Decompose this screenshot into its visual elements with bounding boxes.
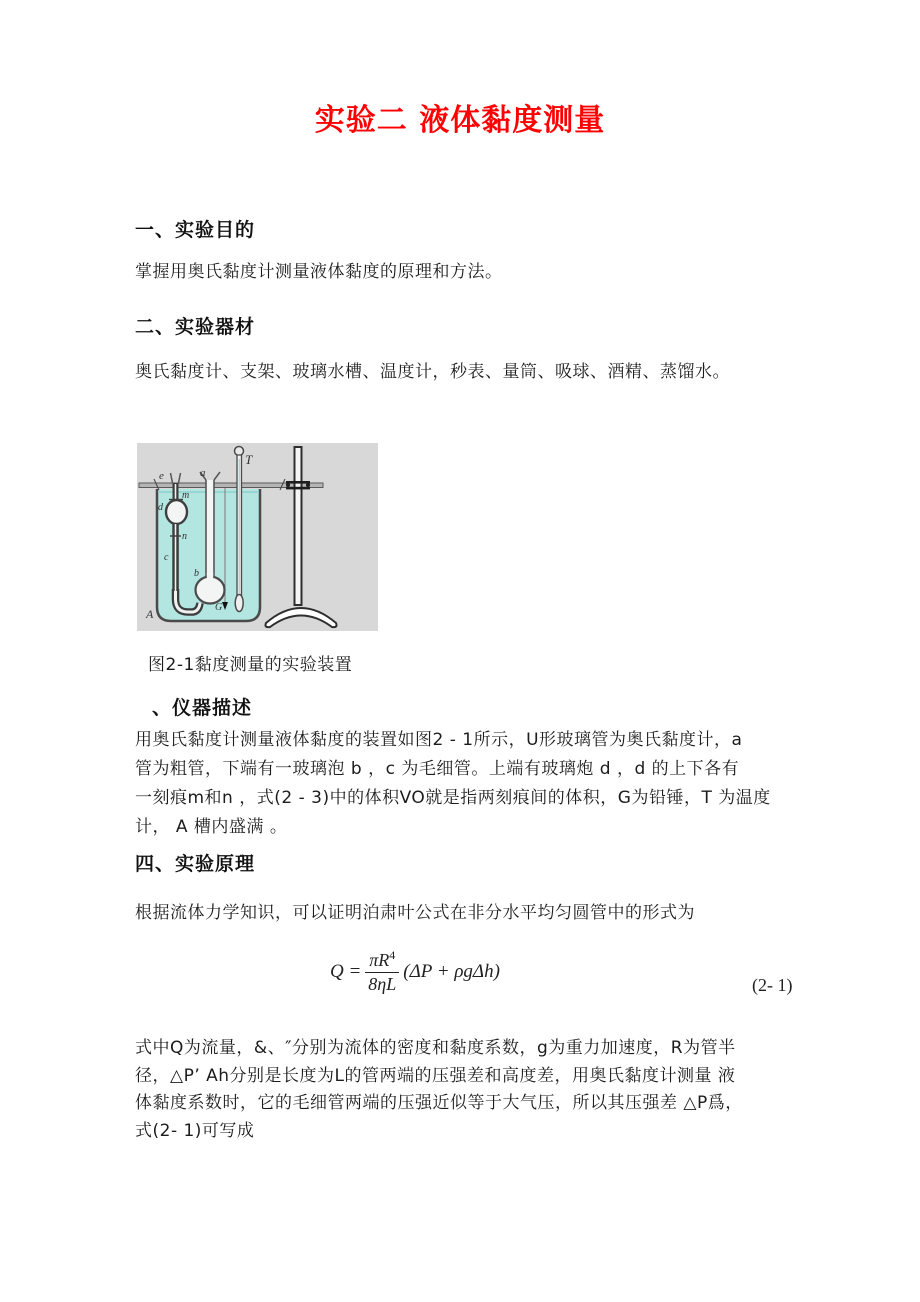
label-n: n bbox=[182, 531, 187, 542]
formula-denominator: 8ηL bbox=[365, 972, 399, 995]
heading-apparatus: 、仪器描述 bbox=[152, 697, 253, 719]
equation-number: (2- 1) bbox=[752, 975, 793, 995]
principle-line: 体黏度系数时，它的毛细管两端的压强近似等于大气压，所以其压强差 △P爲， bbox=[135, 1093, 743, 1113]
heading-equipment: 二、实验器材 bbox=[135, 316, 256, 338]
apparatus-figure bbox=[137, 443, 378, 631]
stand-clamp-bottom bbox=[286, 487, 310, 490]
label-d: d bbox=[158, 502, 163, 513]
apparatus-line: 计， A 槽内盛满 。 bbox=[135, 817, 288, 837]
clamp-bolt-left bbox=[286, 483, 290, 487]
principle-line: 式(2- 1)可写成 bbox=[135, 1120, 255, 1141]
formula-rhs: (ΔP + ρgΔh) bbox=[403, 960, 500, 982]
apparatus-line: 用奥氏黏度计测量液体黏度的装置如图2 - 1所示，U形玻璃管为奥氏黏度计，a bbox=[135, 730, 743, 750]
figure-caption: 图2-1黏度测量的实验装置 bbox=[148, 655, 353, 675]
thermometer-bulb bbox=[235, 595, 243, 612]
label-m: m bbox=[182, 490, 190, 501]
principle-line: 式中Q为流量，&、″分别为流体的密度和黏度系数，g为重力加速度，R为管半 bbox=[135, 1038, 736, 1058]
formula-exponent: 4 bbox=[389, 948, 396, 962]
page-title: 实验二 液体黏度测量 bbox=[314, 103, 606, 138]
formula-numerator: $\pi R^4$ bbox=[369, 948, 396, 970]
principle-line: 径，△P’ Ah分别是长度为L的管两端的压强差和高度差，用奥氏黏度计测量 液 bbox=[135, 1065, 736, 1086]
principle-paragraph bbox=[135, 1035, 795, 1145]
formula-fraction bbox=[365, 948, 399, 995]
equipment-text: 奥氏黏度计、支架、玻璃水槽、温度计，秒表、量筒、吸球、酒精、蒸馏水。 bbox=[135, 362, 730, 382]
clamp-bolt-right bbox=[306, 483, 310, 487]
label-a: a bbox=[200, 467, 206, 479]
stand-rod bbox=[295, 447, 302, 605]
heading-principle: 四、实验原理 bbox=[135, 853, 256, 875]
tube-a-body bbox=[206, 480, 214, 579]
label-c: c bbox=[164, 552, 169, 563]
apparatus-line: 管为粗管，下端有一玻璃泡 b ，c 为毛细管。上端有玻璃炮 d ，d 的上下各有 bbox=[135, 759, 740, 779]
label-G: G bbox=[215, 602, 223, 613]
poiseuille-formula bbox=[330, 948, 500, 995]
label-e: e bbox=[159, 470, 164, 482]
viscometer-diagram bbox=[137, 443, 378, 631]
apparatus-line: 一刻痕m和n ，式(2 - 3)中的体积VO就是指两刻痕间的体积，G为铅锤，T 为温度 bbox=[135, 788, 771, 808]
thermometer-ring bbox=[235, 447, 244, 456]
purpose-text: 掌握用奥氏黏度计测量液体黏度的原理和方法。 bbox=[135, 262, 503, 282]
tube-a-joint bbox=[207, 573, 213, 583]
principle-intro: 根据流体力学知识，可以证明泊肃叶公式在非分水平均匀圆管中的形式为 bbox=[135, 903, 695, 923]
stand-clamp-top bbox=[286, 481, 310, 484]
formula-lhs: Q = bbox=[330, 960, 362, 982]
bulb-d bbox=[166, 500, 187, 524]
label-b: b bbox=[194, 568, 199, 579]
label-T: T bbox=[245, 452, 253, 467]
apparatus-paragraph bbox=[135, 726, 795, 842]
label-A: A bbox=[146, 607, 154, 621]
heading-purpose: 一、实验目的 bbox=[135, 219, 256, 241]
